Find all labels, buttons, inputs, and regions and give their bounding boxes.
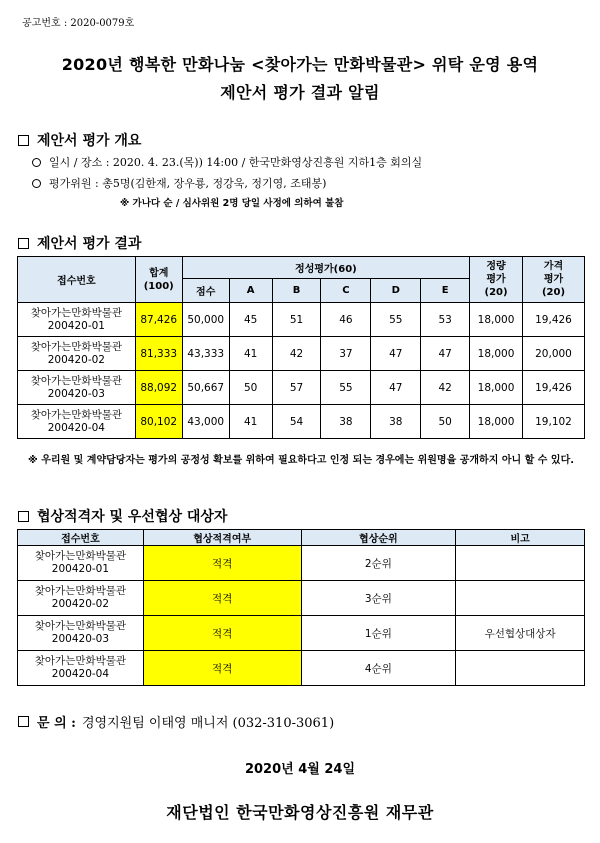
header-e: E — [421, 279, 470, 303]
row-eligible: 적격 — [143, 581, 301, 616]
row-price: 20,000 — [523, 337, 585, 371]
row-remark — [456, 546, 585, 581]
row-total: 87,426 — [135, 303, 182, 337]
notice-number: 공고번호 : 2020-0079호 — [22, 18, 135, 29]
section-overview-heading: 제안서 평가 개요 — [18, 130, 141, 150]
overview-committee: 평가위원 : 총5명(김한재, 장우룡, 정강욱, 정기영, 조태봉) — [32, 175, 326, 191]
header-price: 가격 평가 (20) — [523, 257, 585, 303]
row-price: 19,102 — [523, 405, 585, 439]
results-footnote: ※ 우리원 및 계약담당자는 평가의 공정성 확보를 위하여 필요하다고 인정 되는 경우에는 위원명을 공개하지 아니 할 수 있다. — [28, 455, 575, 466]
row-rank: 1순위 — [301, 616, 456, 651]
section-results-heading: 제안서 평가 결과 — [18, 233, 141, 253]
header-b: B — [272, 279, 321, 303]
row-id: 찾아가는만화박물관 200420-01 — [18, 303, 136, 337]
table-row — [18, 581, 585, 616]
row-a: 45 — [229, 303, 272, 337]
row-d: 38 — [371, 405, 421, 439]
row-total: 81,333 — [135, 337, 182, 371]
row-total: 88,092 — [135, 371, 182, 405]
issue-date: 2020년 4월 24일 — [244, 762, 356, 777]
row-score: 50,667 — [182, 371, 229, 405]
row-c: 46 — [321, 303, 371, 337]
document-subtitle: 제안서 평가 결과 알림 — [220, 83, 380, 102]
header-quantitative: 정량 평가 (20) — [470, 257, 523, 303]
header-id: 접수번호 — [18, 257, 136, 303]
row-remark: 우선협상대상자 — [456, 616, 585, 651]
row-id: 찾아가는만화박물관 200420-04 — [18, 405, 136, 439]
row-a: 41 — [229, 337, 272, 371]
section-negotiation-heading: 협상적격자 및 우선협상 대상자 — [18, 506, 227, 526]
evaluation-results-table — [17, 256, 585, 439]
negotiation-table — [17, 529, 585, 686]
square-bullet-icon — [18, 511, 29, 522]
row-eligible: 적격 — [143, 546, 301, 581]
row-c: 55 — [321, 371, 371, 405]
row-remark — [456, 651, 585, 686]
row-c: 37 — [321, 337, 371, 371]
row-b: 42 — [272, 337, 321, 371]
row-id: 찾아가는만화박물관 200420-01 — [18, 546, 144, 581]
row-e: 47 — [421, 337, 470, 371]
row-score: 50,000 — [182, 303, 229, 337]
row-d: 47 — [371, 371, 421, 405]
header-id: 접수번호 — [18, 530, 144, 546]
row-quant: 18,000 — [470, 371, 523, 405]
row-b: 57 — [272, 371, 321, 405]
row-quant: 18,000 — [470, 303, 523, 337]
row-quant: 18,000 — [470, 405, 523, 439]
square-bullet-icon — [18, 135, 29, 146]
header-qualitative: 정성평가(60) — [182, 257, 469, 279]
header-score: 점수 — [182, 279, 229, 303]
row-score: 43,000 — [182, 405, 229, 439]
header-rank: 협상순위 — [301, 530, 456, 546]
table-row — [18, 651, 585, 686]
row-b: 51 — [272, 303, 321, 337]
table-row — [18, 616, 585, 651]
row-score: 43,333 — [182, 337, 229, 371]
table-row — [18, 546, 585, 581]
row-id: 찾아가는만화박물관 200420-04 — [18, 651, 144, 686]
table-row — [18, 303, 585, 337]
circle-bullet-icon — [32, 179, 41, 188]
row-rank: 4순위 — [301, 651, 456, 686]
row-eligible: 적격 — [143, 651, 301, 686]
row-a: 50 — [229, 371, 272, 405]
header-remark: 비고 — [456, 530, 585, 546]
row-price: 19,426 — [523, 303, 585, 337]
issuing-organization: 재단법인 한국만화영상진흥원 재무관 — [166, 803, 434, 822]
table-row — [18, 405, 585, 439]
row-id: 찾아가는만화박물관 200420-02 — [18, 337, 136, 371]
row-rank: 3순위 — [301, 581, 456, 616]
row-b: 54 — [272, 405, 321, 439]
row-rank: 2순위 — [301, 546, 456, 581]
header-a: A — [229, 279, 272, 303]
header-eligible: 협상적격여부 — [143, 530, 301, 546]
header-d: D — [371, 279, 421, 303]
table-row — [18, 371, 585, 405]
header-total: 합계 (100) — [135, 257, 182, 303]
contact-label: 문 의 : — [37, 716, 76, 731]
contact-text: 경영지원팀 이태영 매니저 (032-310-3061) — [81, 716, 335, 731]
row-d: 47 — [371, 337, 421, 371]
square-bullet-icon — [18, 716, 29, 727]
row-a: 41 — [229, 405, 272, 439]
header-c: C — [321, 279, 371, 303]
document-title: 2020년 행복한 만화나눔 <찾아가는 만화박물관> 위탁 운영 용역 — [61, 55, 539, 74]
overview-note: ※ 가나다 순 / 심사위원 2명 당일 사정에 의하여 불참 — [120, 198, 344, 209]
row-d: 55 — [371, 303, 421, 337]
row-id: 찾아가는만화박물관 200420-03 — [18, 616, 144, 651]
circle-bullet-icon — [32, 158, 41, 167]
row-e: 50 — [421, 405, 470, 439]
contact-info — [18, 712, 334, 731]
square-bullet-icon — [18, 238, 29, 249]
row-e: 42 — [421, 371, 470, 405]
row-quant: 18,000 — [470, 337, 523, 371]
row-id: 찾아가는만화박물관 200420-02 — [18, 581, 144, 616]
row-total: 80,102 — [135, 405, 182, 439]
overview-schedule: 일시 / 장소 : 2020. 4. 23.(목)) 14:00 / 한국만화영상진흥원 지하1층 회의실 — [32, 154, 422, 170]
row-e: 53 — [421, 303, 470, 337]
row-id: 찾아가는만화박물관 200420-03 — [18, 371, 136, 405]
row-price: 19,426 — [523, 371, 585, 405]
row-remark — [456, 581, 585, 616]
row-eligible: 적격 — [143, 616, 301, 651]
table-row — [18, 337, 585, 371]
row-c: 38 — [321, 405, 371, 439]
